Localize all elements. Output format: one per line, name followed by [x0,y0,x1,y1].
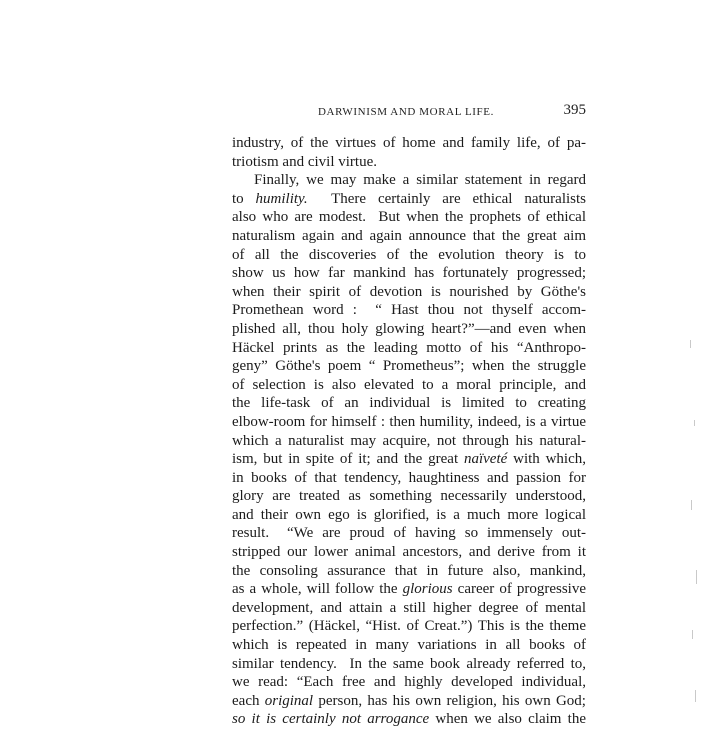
italic-text: naïveté [463,451,508,468]
text-segment: plished all, thou holy glowing heart?”—and even when [232,320,586,337]
text-line [232,469,586,488]
text-segment: triotism and civil virtue. [232,153,377,170]
text-segment: stripped our lower animal ancestors, and derive from it [232,544,586,561]
text-segment: also who are modest. But when the prophets of ethical [232,209,586,226]
text-segment: when their spirit of devotion is nourished by Göthe's [232,283,586,300]
text-segment: similar tendency. In the same book already referred to, [232,655,586,672]
text-segment: naturalism again and again announce that the great aim [232,227,586,244]
text-line [232,320,586,339]
text-line [232,171,586,190]
text-line [232,246,586,265]
text-segment: show us how far mankind has fortunately progressed; [232,265,586,282]
text-segment: industry, of the virtues of home and family life, of pa- [232,135,586,151]
text-line [232,655,586,674]
text-segment: of selection is also elevated to a moral principle, and [232,376,586,393]
text-line [232,413,586,432]
page-number: 395 [563,102,586,118]
text-line [232,394,586,413]
body-text [232,134,586,729]
running-head [232,102,586,120]
text-segment: each [232,692,265,709]
text-segment: career of progressive [452,581,586,598]
text-segment: glory are treated as something necessarily understood, [232,488,586,505]
text-segment: Promethean word : “ Hast thou not thyself accom- [232,302,586,319]
text-line [232,357,586,376]
text-line [232,376,586,395]
text-line [232,599,586,618]
text-segment: perfection.” (Häckel, “Hist. of Creat.”) This is the theme [232,618,586,635]
text-line [232,283,586,302]
margin-scan-marks [688,330,708,750]
text-line [232,339,586,358]
text-line [232,208,586,227]
text-line [232,301,586,320]
italic-text: so it is certainly not arrogance [232,711,430,728]
text-line [232,692,586,711]
text-segment: of all the discoveries of the evolution theory is to [232,246,586,263]
text-segment: Häckel prints as the leading motto of his “Anthropo- [232,339,586,356]
text-segment: as a whole, will follow the [232,581,403,598]
text-segment: elbow-room for himself : then humility, indeed, is a virtue [232,413,586,430]
text-line [232,710,586,729]
text-line [232,543,586,562]
text-segment: Finally, we may make a similar statement in regard [254,172,586,189]
italic-text: humility. [255,190,308,207]
text-line [232,227,586,246]
text-segment: development, and attain a still higher degree of mental [232,599,586,616]
text-segment: There certainly are ethical naturalists [307,190,586,207]
text-line [232,524,586,543]
text-segment: when we also claim the [429,711,586,728]
text-segment: to [232,190,256,207]
text-line [232,580,586,599]
text-line [232,636,586,655]
text-line [232,487,586,506]
text-segment: which a naturalist may acquire, not through his natural- [232,432,586,449]
text-segment: we read: “Each free and highly developed individual, [232,674,586,691]
text-line [232,134,586,153]
text-line [232,432,586,451]
text-segment: and their own ego is glorified, is a much more logical [232,506,586,523]
text-line [232,264,586,283]
running-title: DARWINISM AND MORAL LIFE. [318,106,494,118]
text-line [232,617,586,636]
text-segment: which is repeated in many variations in all books of [232,637,586,654]
text-segment: geny” Göthe's poem “ Prometheus”; when the struggle [232,358,586,375]
text-segment: the consoling assurance that in future also, mankind, [232,562,586,579]
text-segment: the life-task of an individual is limited to creating [232,395,586,412]
text-line [232,506,586,525]
text-segment: ism, but in spite of it; and the great [232,451,464,468]
text-segment: in books of that tendency, haughtiness and passion for [232,469,586,486]
text-line [232,450,586,469]
text-segment: result. “We are proud of having so immensely out- [232,525,586,542]
text-line [232,153,586,172]
text-segment: with which, [507,451,587,468]
text-line [232,190,586,209]
text-line [232,673,586,692]
italic-text: glorious [402,581,453,598]
text-segment: person, has his own religion, his own God; [313,692,586,709]
text-line [232,562,586,581]
italic-text: original [264,692,314,709]
